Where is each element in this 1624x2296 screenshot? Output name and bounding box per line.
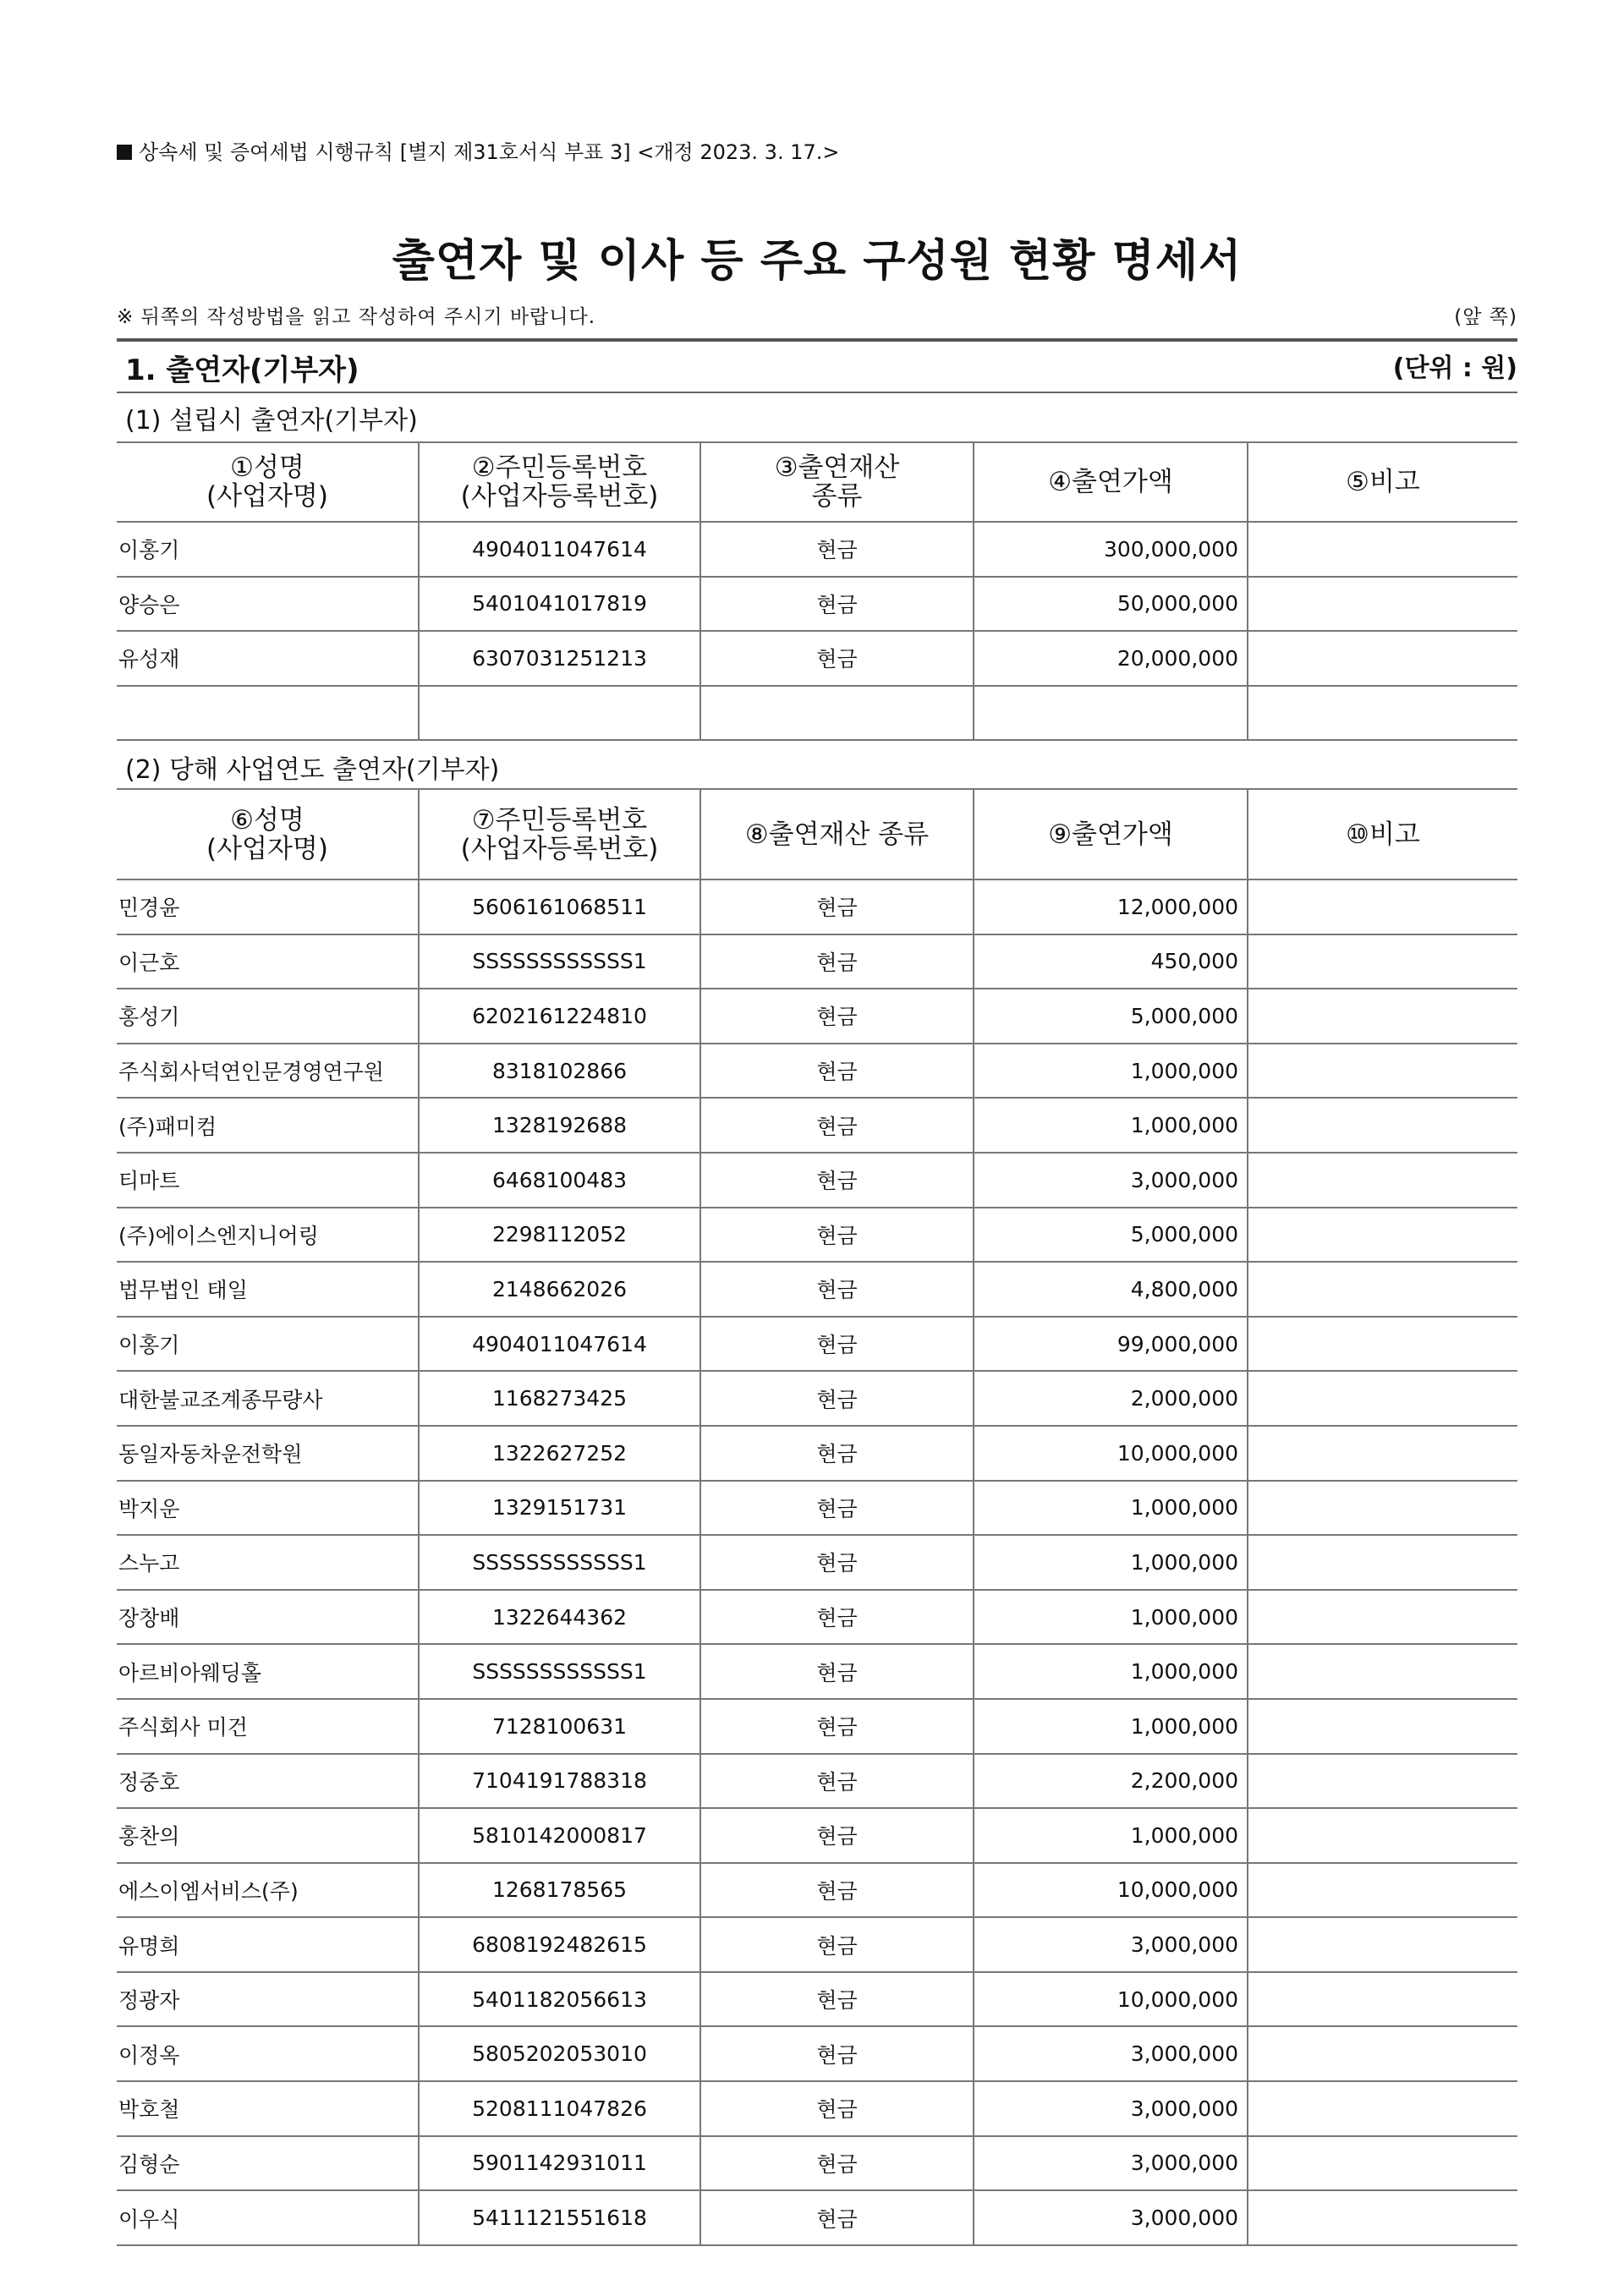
cell-amount: 300,000,000: [974, 522, 1248, 577]
cell-asset-type: 현금: [700, 1208, 974, 1263]
cell-asset-type: 현금: [700, 2026, 974, 2081]
header-line: (사업자등록번호): [460, 481, 659, 512]
table-row: [117, 1208, 1517, 1263]
cell-remarks: [1248, 1644, 1517, 1699]
cell-remarks: [1248, 1535, 1517, 1590]
table-row: [117, 1808, 1517, 1863]
cell-amount: 3,000,000: [974, 2081, 1248, 2136]
square-bullet-icon: [117, 145, 132, 160]
cell-remarks: [1248, 989, 1517, 1044]
cell-remarks: [1248, 631, 1517, 686]
cell-amount: 3,000,000: [974, 1917, 1248, 1972]
cell-remarks: [1248, 1917, 1517, 1972]
cell-asset-type: 현금: [700, 1371, 974, 1426]
cell-remarks: [1248, 1808, 1517, 1863]
cell-asset-type: 현금: [700, 1917, 974, 1972]
header-line: ⑩비고: [1346, 819, 1420, 850]
cell-reg-no: SSSSSSSSSSSS1: [419, 1535, 700, 1590]
table-row: [117, 1699, 1517, 1754]
cell-name: 스누고: [117, 1535, 419, 1590]
cell-remarks: [1248, 1317, 1517, 1372]
table-row: [117, 1863, 1517, 1918]
cell-name: 홍성기: [117, 989, 419, 1044]
cell-amount: 10,000,000: [974, 1426, 1248, 1481]
cell-asset-type: 현금: [700, 2136, 974, 2191]
cell-name: 이우식: [117, 2190, 419, 2245]
header-amount: [974, 789, 1248, 879]
header-line: 종류: [811, 481, 863, 512]
cell-amount: 1,000,000: [974, 1699, 1248, 1754]
table-row: [117, 1262, 1517, 1317]
cell-asset-type: 현금: [700, 934, 974, 989]
header-line: ⑤비고: [1346, 467, 1420, 497]
section-divider: [117, 392, 1517, 393]
cell-remarks: [1248, 1208, 1517, 1263]
cell-amount: 5,000,000: [974, 989, 1248, 1044]
header-remarks: [1248, 789, 1517, 879]
table-row: [117, 879, 1517, 934]
cell-remarks: [1248, 2081, 1517, 2136]
cell-reg-no: 5810142000817: [419, 1808, 700, 1863]
title-divider: [117, 338, 1517, 342]
cell-amount: 99,000,000: [974, 1317, 1248, 1372]
table-header-row: [117, 442, 1517, 522]
cell-asset-type: 현금: [700, 577, 974, 632]
table-row: [117, 1317, 1517, 1372]
cell-reg-no: 2298112052: [419, 1208, 700, 1263]
cell-remarks: [1248, 1098, 1517, 1153]
cell-amount: [974, 686, 1248, 741]
cell-reg-no: 6468100483: [419, 1153, 700, 1208]
instruction-notice: ※ 뒤쪽의 작성방법을 읽고 작성하여 주시기 바랍니다.: [117, 306, 596, 328]
cell-reg-no: 1322627252: [419, 1426, 700, 1481]
table-row: [117, 686, 1517, 741]
cell-reg-no: 1268178565: [419, 1863, 700, 1918]
cell-reg-no: 5805202053010: [419, 2026, 700, 2081]
form-reference-text: 상속세 및 증여세법 시행규칙 [별지 제31호서식 부표 3] <개정 2023. 3. 17.>: [139, 140, 840, 164]
cell-remarks: [1248, 1481, 1517, 1536]
cell-remarks: [1248, 1426, 1517, 1481]
cell-asset-type: 현금: [700, 1808, 974, 1863]
cell-asset-type: 현금: [700, 1426, 974, 1481]
header-line: (사업자명): [206, 833, 328, 864]
cell-remarks: [1248, 1262, 1517, 1317]
cell-name: 김형순: [117, 2136, 419, 2191]
section-title: 1. 출연자(기부자): [125, 353, 359, 387]
table-row: [117, 631, 1517, 686]
header-line: ④출연가액: [1048, 467, 1173, 497]
header-remarks: [1248, 442, 1517, 522]
header-line: (사업자명): [206, 481, 328, 512]
cell-amount: 50,000,000: [974, 577, 1248, 632]
cell-reg-no: 4904011047614: [419, 1317, 700, 1372]
current-donors-table: [117, 788, 1517, 2246]
founding-donors-table: [117, 441, 1517, 741]
header-line: ⑦주민등록번호: [471, 804, 648, 836]
table-row: [117, 1644, 1517, 1699]
cell-remarks: [1248, 1153, 1517, 1208]
cell-reg-no: 2148662026: [419, 1262, 700, 1317]
cell-asset-type: 현금: [700, 1644, 974, 1699]
cell-reg-no: 5411121551618: [419, 2190, 700, 2245]
cell-remarks: [1248, 1590, 1517, 1645]
cell-remarks: [1248, 1754, 1517, 1809]
cell-asset-type: 현금: [700, 1044, 974, 1099]
cell-name: 정광자: [117, 1972, 419, 2027]
cell-name: 유명희: [117, 1917, 419, 1972]
cell-reg-no: 5208111047826: [419, 2081, 700, 2136]
cell-reg-no: 5401182056613: [419, 1972, 700, 2027]
cell-reg-no: 1329151731: [419, 1481, 700, 1536]
cell-asset-type: 현금: [700, 879, 974, 934]
header-line: ⑨출연가액: [1048, 819, 1173, 850]
cell-name: (주)에이스엔지니어링: [117, 1208, 419, 1263]
cell-remarks: [1248, 522, 1517, 577]
cell-asset-type: 현금: [700, 522, 974, 577]
cell-reg-no: 5401041017819: [419, 577, 700, 632]
cell-amount: 3,000,000: [974, 2190, 1248, 2245]
cell-reg-no: SSSSSSSSSSSS1: [419, 1644, 700, 1699]
cell-remarks: [1248, 2190, 1517, 2245]
cell-name: 에스이엠서비스(주): [117, 1863, 419, 1918]
header-line: ⑥성명: [230, 804, 304, 836]
cell-amount: 3,000,000: [974, 2136, 1248, 2191]
cell-reg-no: 7104191788318: [419, 1754, 700, 1809]
cell-name: 박호철: [117, 2081, 419, 2136]
table-row: [117, 2081, 1517, 2136]
current-subtitle: (2) 당해 사업연도 출연자(기부자): [125, 755, 500, 785]
table-row: [117, 1917, 1517, 1972]
table-row: [117, 934, 1517, 989]
cell-asset-type: 현금: [700, 1153, 974, 1208]
cell-name: 박지운: [117, 1481, 419, 1536]
cell-asset-type: 현금: [700, 1098, 974, 1153]
cell-amount: 450,000: [974, 934, 1248, 989]
cell-reg-no: 5606161068511: [419, 879, 700, 934]
cell-remarks: [1248, 1371, 1517, 1426]
table-row: [117, 1044, 1517, 1099]
header-line: ⑧출연재산 종류: [744, 819, 930, 850]
cell-amount: 1,000,000: [974, 1044, 1248, 1099]
cell-reg-no: 1322644362: [419, 1590, 700, 1645]
cell-remarks: [1248, 879, 1517, 934]
cell-name: 주식회사덕연인문경영연구원: [117, 1044, 419, 1099]
cell-amount: 5,000,000: [974, 1208, 1248, 1263]
cell-amount: 2,000,000: [974, 1371, 1248, 1426]
cell-name: 이홍기: [117, 1317, 419, 1372]
table-row: [117, 1535, 1517, 1590]
cell-remarks: [1248, 2136, 1517, 2191]
cell-amount: 1,000,000: [974, 1535, 1248, 1590]
form-reference: [117, 135, 840, 165]
cell-asset-type: 현금: [700, 1972, 974, 2027]
cell-name: 양승은: [117, 577, 419, 632]
cell-asset-type: 현금: [700, 2190, 974, 2245]
cell-asset-type: 현금: [700, 1481, 974, 1536]
cell-asset-type: 현금: [700, 1590, 974, 1645]
header-reg-no: [419, 442, 700, 522]
cell-amount: 1,000,000: [974, 1644, 1248, 1699]
table-row: [117, 1153, 1517, 1208]
table-row: [117, 577, 1517, 632]
table-row: [117, 1098, 1517, 1153]
cell-name: [117, 686, 419, 741]
cell-reg-no: 6307031251213: [419, 631, 700, 686]
cell-name: 장창배: [117, 1590, 419, 1645]
table-row: [117, 1754, 1517, 1809]
cell-remarks: [1248, 934, 1517, 989]
table-row: [117, 1590, 1517, 1645]
header-line: ③출연재산: [774, 452, 900, 483]
unit-label: (단위 : 원): [1392, 353, 1517, 383]
cell-remarks: [1248, 1044, 1517, 1099]
table-row: [117, 989, 1517, 1044]
cell-amount: 3,000,000: [974, 2026, 1248, 2081]
cell-reg-no: 6808192482615: [419, 1917, 700, 1972]
header-amount: [974, 442, 1248, 522]
cell-remarks: [1248, 2026, 1517, 2081]
cell-asset-type: 현금: [700, 1317, 974, 1372]
cell-amount: 1,000,000: [974, 1808, 1248, 1863]
cell-remarks: [1248, 1699, 1517, 1754]
cell-name: 이정옥: [117, 2026, 419, 2081]
cell-name: 민경윤: [117, 879, 419, 934]
cell-remarks: [1248, 1863, 1517, 1918]
cell-reg-no: 8318102866: [419, 1044, 700, 1099]
cell-asset-type: 현금: [700, 1699, 974, 1754]
cell-name: 주식회사 미건: [117, 1699, 419, 1754]
founding-subtitle: (1) 설립시 출연자(기부자): [125, 406, 418, 436]
table-row: [117, 1371, 1517, 1426]
cell-reg-no: 6202161224810: [419, 989, 700, 1044]
header-name: [117, 442, 419, 522]
table-header-row: [117, 789, 1517, 879]
cell-asset-type: 현금: [700, 1262, 974, 1317]
cell-name: 홍찬의: [117, 1808, 419, 1863]
cell-amount: 10,000,000: [974, 1863, 1248, 1918]
cell-reg-no: 1168273425: [419, 1371, 700, 1426]
cell-name: 유성재: [117, 631, 419, 686]
cell-amount: 12,000,000: [974, 879, 1248, 934]
cell-asset-type: [700, 686, 974, 741]
table-row: [117, 2136, 1517, 2191]
cell-amount: 20,000,000: [974, 631, 1248, 686]
cell-reg-no: 7128100631: [419, 1699, 700, 1754]
page-side-label: (앞 쪽): [1454, 306, 1517, 328]
cell-name: 티마트: [117, 1153, 419, 1208]
cell-reg-no: SSSSSSSSSSSS1: [419, 934, 700, 989]
cell-asset-type: 현금: [700, 1754, 974, 1809]
cell-name: 이홍기: [117, 522, 419, 577]
header-line: ①성명: [230, 452, 304, 483]
cell-remarks: [1248, 686, 1517, 741]
header-reg-no: [419, 789, 700, 879]
header-name: [117, 789, 419, 879]
table-row: [117, 522, 1517, 577]
header-asset-type: [700, 789, 974, 879]
table-row: [117, 1426, 1517, 1481]
cell-asset-type: 현금: [700, 989, 974, 1044]
header-line: (사업자등록번호): [460, 833, 659, 864]
cell-reg-no: 1328192688: [419, 1098, 700, 1153]
table-row: [117, 1972, 1517, 2027]
cell-amount: 1,000,000: [974, 1590, 1248, 1645]
cell-asset-type: 현금: [700, 631, 974, 686]
cell-reg-no: 4904011047614: [419, 522, 700, 577]
table-row: [117, 2026, 1517, 2081]
cell-amount: 4,800,000: [974, 1262, 1248, 1317]
cell-amount: 1,000,000: [974, 1098, 1248, 1153]
table-row: [117, 1481, 1517, 1536]
cell-reg-no: [419, 686, 700, 741]
table-row: [117, 2190, 1517, 2245]
cell-name: (주)패미컴: [117, 1098, 419, 1153]
cell-remarks: [1248, 577, 1517, 632]
cell-amount: 3,000,000: [974, 1153, 1248, 1208]
cell-amount: 2,200,000: [974, 1754, 1248, 1809]
cell-remarks: [1248, 1972, 1517, 2027]
cell-asset-type: 현금: [700, 1863, 974, 1918]
header-line: ②주민등록번호: [471, 452, 648, 483]
cell-name: 아르비아웨딩홀: [117, 1644, 419, 1699]
cell-name: 동일자동차운전학원: [117, 1426, 419, 1481]
cell-asset-type: 현금: [700, 2081, 974, 2136]
cell-reg-no: 5901142931011: [419, 2136, 700, 2191]
cell-name: 대한불교조계종무량사: [117, 1371, 419, 1426]
cell-asset-type: 현금: [700, 1535, 974, 1590]
header-asset-type: [700, 442, 974, 522]
cell-amount: 1,000,000: [974, 1481, 1248, 1536]
cell-amount: 10,000,000: [974, 1972, 1248, 2027]
page-title: 출연자 및 이사 등 주요 구성원 현황 명세서: [392, 236, 1243, 287]
cell-name: 이근호: [117, 934, 419, 989]
cell-name: 정중호: [117, 1754, 419, 1809]
cell-name: 법무법인 태일: [117, 1262, 419, 1317]
